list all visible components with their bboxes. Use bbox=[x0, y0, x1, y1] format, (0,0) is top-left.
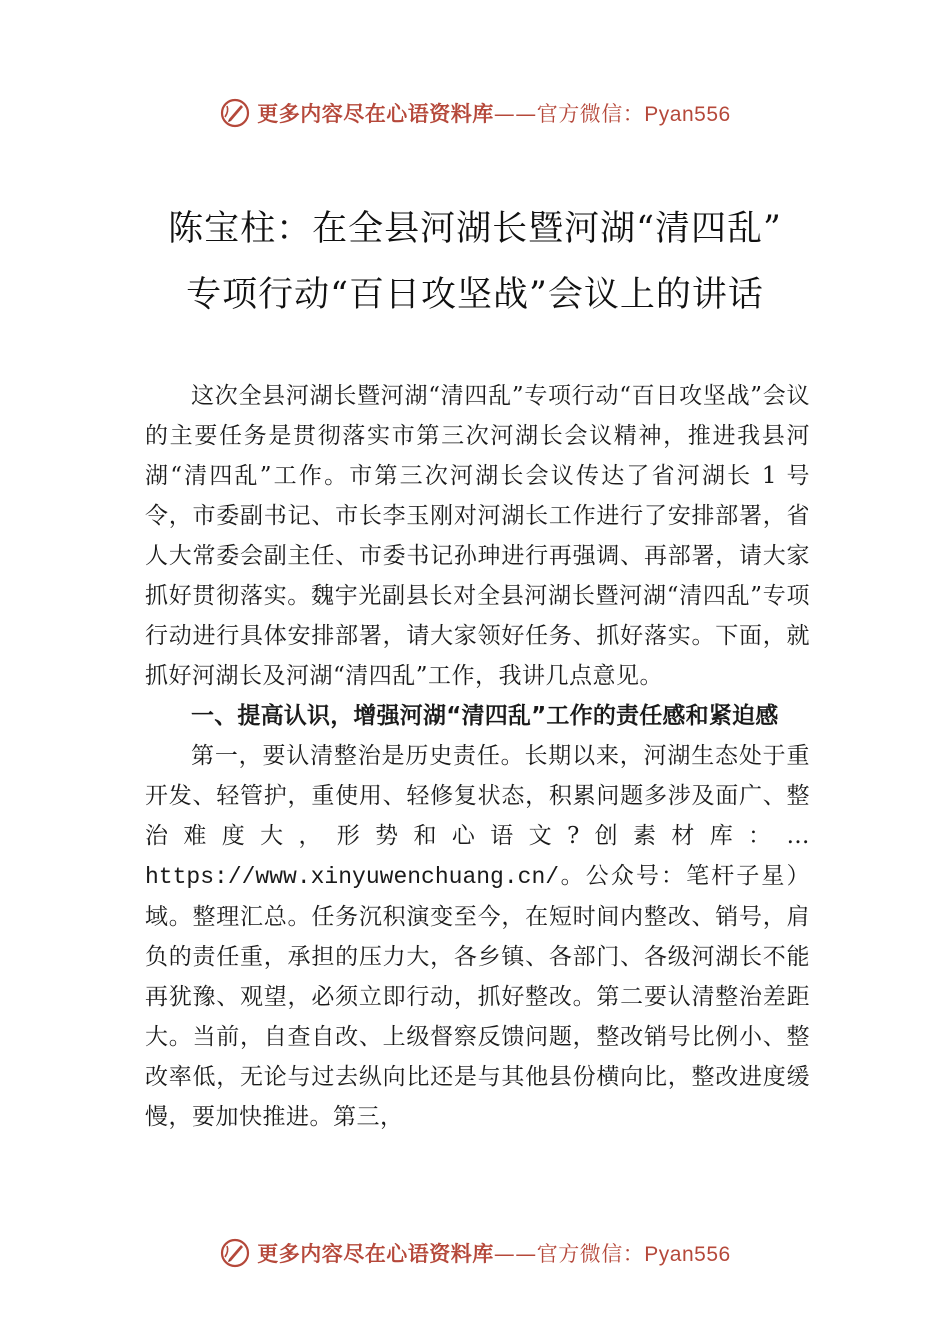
title-line-1: 陈宝柱：在全县河湖长暨河湖“清四乱” bbox=[168, 209, 782, 249]
footer-banner bbox=[0, 1233, 950, 1273]
banner-separator: —— bbox=[493, 1242, 537, 1266]
banner-wechat-label: 官方微信： bbox=[536, 1242, 645, 1266]
document-title bbox=[0, 196, 950, 328]
banner-text bbox=[257, 98, 730, 128]
section-heading-1: 一、提高认识，增强河湖“清四乱”工作的责任感和紧迫感 bbox=[191, 703, 779, 729]
section-1-paragraph bbox=[145, 736, 810, 1137]
section-1-text-part2: 。公众号：笔杆子星）域。整理汇总。任务沉积演变至今，在短时间内整改、销号，肩负的责任重，承担的压力大，各乡镇、各部门、各级河湖长不能再犹豫、观望，必须立即行动，抓好整改。第二要认清整治差距大。当前，自查自改、上级督察反馈问题，整改销号比例小、整改率低，无论与过去纵向比还是与其他县份横向比，整改进度缓慢，要加快推进。第三， bbox=[145, 863, 810, 1130]
banner-wechat-account: Pyan556 bbox=[644, 1243, 731, 1266]
banner-brand: 更多内容尽在心语资料库 bbox=[257, 101, 494, 126]
banner-brand: 更多内容尽在心语资料库 bbox=[257, 1241, 494, 1266]
pen-logo-icon bbox=[219, 97, 251, 129]
banner-text bbox=[257, 1238, 730, 1268]
document-body bbox=[145, 376, 810, 1137]
banner-separator: —— bbox=[493, 102, 537, 126]
title-line-2: 专项行动“百日攻坚战”会议上的讲话 bbox=[186, 275, 764, 315]
banner-wechat-label: 官方微信： bbox=[536, 102, 645, 126]
intro-paragraph: 这次全县河湖长暨河湖“清四乱”专项行动“百日攻坚战”会议的主要任务是贯彻落实市第三次河湖长会议精神，推进我县河湖“清四乱”工作。市第三次河湖长会议传达了省河湖长 1 号令，市委副书记、市长李玉刚对河湖长工作进行了安排部署，省人大常委会副主任、市委书记孙珅进行再强调、再部署，请大家抓好贯彻落实。魏宇光副县长对全县河湖长暨河湖“清四乱”专项行动进行具体安排部署，请大家领好任务、抓好落实。下面，就抓好河湖长及河湖“清四乱”工作，我讲几点意见。 bbox=[145, 383, 810, 689]
banner-wechat-account: Pyan556 bbox=[644, 103, 731, 126]
section-1-text-part1: 第一，要认清整治是历史责任。长期以来，河湖生态处于重开发、轻管护，重使用、轻修复状态，积累问题多涉及面广、整治难度大，形势和心语文?创素材库：… bbox=[145, 743, 810, 849]
header-banner bbox=[0, 93, 950, 133]
source-url-link[interactable]: https://www.xinyuwenchuang.cn/ bbox=[145, 864, 560, 890]
pen-logo-icon bbox=[219, 1237, 251, 1269]
